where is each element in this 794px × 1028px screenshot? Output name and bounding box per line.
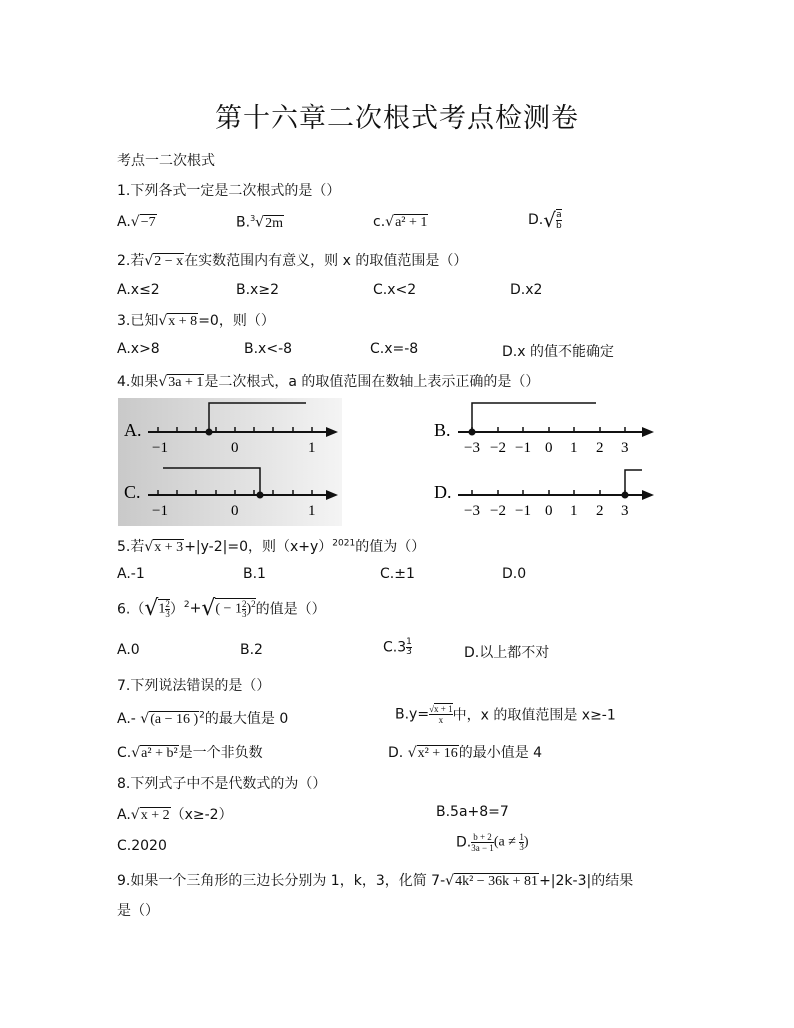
question-7-stem: 7.下列说法错误的是（） <box>117 678 271 694</box>
panel-b-label: B. <box>434 420 451 440</box>
q1-option-d: D.√ $\frac{a}{b}$ <box>528 208 562 232</box>
q6-option-d: D.以上都不对 <box>464 645 550 661</box>
question-2-stem: 2.若√2 − x在实数范围内有意义，则 x 的取值范围是（） <box>117 253 468 269</box>
q3-option-a: A.x>8 <box>117 341 160 357</box>
close-paren: ） <box>169 601 184 618</box>
fraction-denominator: 3 <box>165 608 170 619</box>
stem-prefix: 5.若 <box>117 539 145 555</box>
stem-middle: +|y-2|=0，则（x+y） <box>184 539 333 555</box>
condition-close: ) <box>523 834 529 850</box>
tick-label-b-4: 0 <box>545 440 553 456</box>
option-suffix: （x≥-2） <box>170 807 233 823</box>
tick-label-d-5: 1 <box>570 503 578 519</box>
q5-option-c: C.±1 <box>380 566 415 582</box>
tick-label-b-5: 1 <box>570 440 578 456</box>
q2-option-b: B.x≥2 <box>236 282 279 298</box>
fraction-denominator: 3 <box>519 842 524 852</box>
question-6-stem: 6.（√1 $\frac{2}{3}$ ）$^2$+√( − 1 $\frac{2}{3}$ )$^2$的值是（） <box>117 596 326 621</box>
q8-option-d <box>456 832 529 853</box>
q1-option-a <box>117 214 157 231</box>
radicand: x + 3 <box>154 540 184 555</box>
stem-prefix: 9.如果一个三角形的三边长分别为 1，k，3，化简 7- <box>117 873 446 889</box>
radicand: a² + b² <box>141 746 178 761</box>
q7-option-b: B.y= $\frac{√x + 1}{x}$ 中，x 的取值范围是 x≥-1 <box>395 704 616 725</box>
condition: (a ≠ <box>493 834 520 850</box>
stem-prefix: 4.如果 <box>117 374 159 390</box>
stem-suffix: +|2k-3|的结果 <box>539 873 634 889</box>
tick-label-a-2: 0 <box>231 440 239 456</box>
stem-prefix: 3.已知 <box>117 313 159 329</box>
panel-a-label: A. <box>124 420 142 440</box>
option-label: D. <box>388 745 408 761</box>
plus-sign: + <box>189 600 202 617</box>
option-suffix: 中，x 的取值范围是 x≥-1 <box>452 707 616 724</box>
number-line-figure-right <box>428 398 658 526</box>
tick-label-d-2: −2 <box>490 503 506 519</box>
fraction-numerator: 1 <box>519 832 524 842</box>
option-label: D. <box>528 212 544 228</box>
option-label: C. <box>117 745 132 761</box>
q3-option-b: B.x<-8 <box>244 341 293 357</box>
q7-option-d: D. √x² + 16的最小值是 4 <box>388 745 543 761</box>
root-index: 3 <box>250 214 256 223</box>
question-8-stem: 8.下列式子中不是代数式的为（） <box>117 776 327 792</box>
tick-label-d-3: −1 <box>515 503 531 519</box>
arrow-d <box>642 490 654 500</box>
question-1-stem: 1.下列各式一定是二次根式的是（） <box>117 183 341 199</box>
option-suffix: 的最小值是 4 <box>458 745 543 761</box>
fraction-denominator: x <box>438 715 444 725</box>
fraction-denominator: 3 <box>406 647 412 657</box>
section-heading: 考点一二次根式 <box>117 153 215 169</box>
q5-option-d: D.0 <box>502 566 527 582</box>
tick-label-d-1: −3 <box>464 503 480 519</box>
q6-option-c <box>383 638 412 657</box>
stem-prefix: 6.（ <box>117 601 145 618</box>
q8-option-c: C.2020 <box>117 838 167 854</box>
radicand: (a − 16 ) <box>150 712 199 727</box>
radicand-open: ( − 1 <box>215 601 242 617</box>
fraction-denominator: 3 <box>241 608 247 619</box>
radicand: 2 − x <box>154 254 184 269</box>
radicand-close: ) <box>246 601 252 617</box>
exponent: 2021 <box>332 538 356 549</box>
q7-option-c: C.√a² + b²是一个非负数 <box>117 745 263 761</box>
radicand: 3a + 1 <box>168 375 204 390</box>
q3-option-d: D.x 的值不能确定 <box>502 344 614 360</box>
option-label: A. <box>117 214 131 230</box>
stem-suffix: 的值为（） <box>355 539 426 555</box>
q8-option-a: A.√x + 2（x≥-2） <box>117 807 233 823</box>
fraction-numerator: 2 <box>241 598 247 609</box>
q6-option-b: B.2 <box>240 642 263 658</box>
q7-option-a: A.- √(a − 16 )$^2$的最大值是 0 <box>117 710 289 727</box>
q2-option-d: D.x2 <box>510 282 543 298</box>
range-b <box>472 403 596 432</box>
radical-expression: √−7 <box>130 214 156 230</box>
q1-option-b: B.$^3$√2m <box>236 214 283 231</box>
tick-label-b-6: 2 <box>596 440 604 456</box>
option-label: D. <box>456 834 472 851</box>
arrow-b <box>642 427 654 437</box>
mixed-whole: 1 <box>158 601 166 617</box>
fraction-denominator: 3a − 1 <box>471 843 494 853</box>
tick-label-c-2: 0 <box>231 503 239 519</box>
stem-suffix: 在实数范围内有意义，则 x 的取值范围是（） <box>184 253 468 269</box>
panel-d-label: D. <box>434 482 452 502</box>
number-line-figure-left <box>118 398 342 526</box>
radicand: x + 8 <box>168 314 198 329</box>
panel-c-label: C. <box>124 482 141 502</box>
q6-option-a: A.0 <box>117 642 140 658</box>
fraction-numerator: b + 2 <box>473 832 492 842</box>
question-9-stem: 9.如果一个三角形的三边长分别为 1，k，3，化简 7-√4k² − 36k + 81+|2k-3|的结果 <box>117 873 634 889</box>
stem-suffix: 的值是（） <box>255 601 326 618</box>
radicand: 4k² − 36k + 81 <box>455 874 539 889</box>
fraction-numerator: a <box>556 210 562 220</box>
q5-option-a: A.-1 <box>117 566 145 582</box>
option-label: c. <box>373 214 386 230</box>
stem-suffix: 是二次根式，a 的取值范围在数轴上表示正确的是（） <box>204 374 540 390</box>
tick-label-c-1: −1 <box>152 503 168 519</box>
option-label: B. <box>236 214 251 231</box>
option-label: A. <box>117 807 131 823</box>
page-title: 第十六章二次根式考点检测卷 <box>215 103 579 134</box>
q1-option-c: c.√a² + 1 <box>373 214 428 230</box>
option-suffix: 的最大值是 0 <box>204 711 289 727</box>
tick-label-b-2: −2 <box>490 440 506 456</box>
fraction-numerator: 2 <box>165 598 170 609</box>
radicand: −7 <box>140 215 156 230</box>
fraction-numerator: 1 <box>406 637 412 647</box>
q8-option-b: B.5a+8=7 <box>436 804 509 820</box>
tick-label-d-4: 0 <box>545 503 553 519</box>
radicand: x² + 16 <box>417 746 458 761</box>
fraction-denominator: b <box>555 221 562 231</box>
radicand: x + 2 <box>140 808 170 823</box>
tick-label-b-7: 3 <box>621 440 629 456</box>
q2-option-c: C.x<2 <box>373 282 417 298</box>
tick-label-b-1: −3 <box>464 440 480 456</box>
q2-option-a: A.x≤2 <box>117 282 160 298</box>
exponent: 2 <box>199 710 205 721</box>
question-9-line2: 是（） <box>117 903 159 919</box>
option-suffix: 是一个非负数 <box>178 745 263 761</box>
tick-label-d-6: 2 <box>596 503 604 519</box>
q3-option-c: C.x=-8 <box>370 341 419 357</box>
option-label: B.y= <box>395 706 430 723</box>
stem-prefix: 2.若 <box>117 253 145 269</box>
q5-option-b: B.1 <box>243 566 266 582</box>
exponent: 2 <box>183 599 190 610</box>
stem-suffix: =0，则（） <box>198 313 275 329</box>
radicand: x + 1 <box>434 704 453 714</box>
tick-label-b-3: −1 <box>515 440 531 456</box>
range-d <box>625 470 642 495</box>
question-5-stem: 5.若√x + 3+|y-2|=0，则$(x+y)^{2021}$的值为（） <box>117 538 426 555</box>
radicand: 2m <box>265 215 283 231</box>
exponent: 2 <box>251 599 256 610</box>
tick-label-a-1: −1 <box>152 440 168 456</box>
option-label: C.3 <box>383 639 407 656</box>
option-label: A.- <box>117 711 136 727</box>
question-4-stem: 4.如果√3a + 1是二次根式，a 的取值范围在数轴上表示正确的是（） <box>117 374 540 390</box>
tick-label-a-3: 1 <box>308 440 316 456</box>
radicand: a² + 1 <box>395 215 428 230</box>
tick-label-d-7: 3 <box>621 503 629 519</box>
tick-label-c-3: 1 <box>308 503 316 519</box>
question-3-stem: 3.已知√x + 8=0，则（） <box>117 313 275 329</box>
